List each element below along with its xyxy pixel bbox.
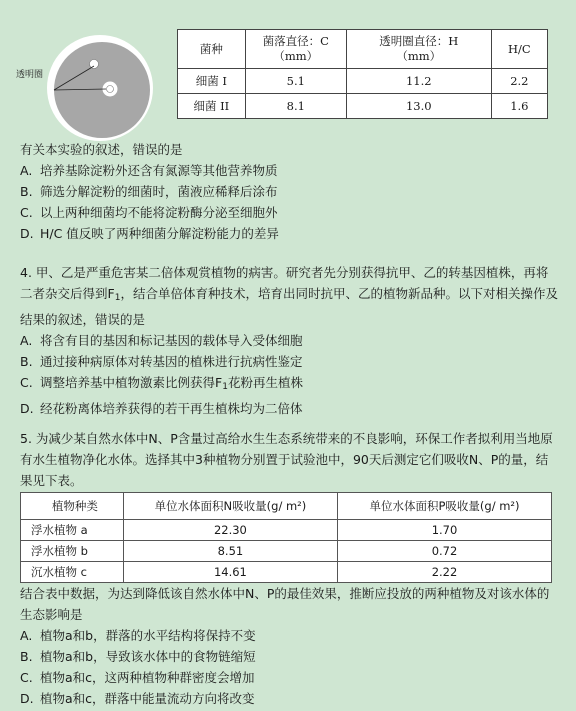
- cell-name: 细菌 II: [178, 94, 246, 119]
- plant-absorption-table: [20, 492, 552, 583]
- option-c: C. 调整培养基中植物激素比例获得$F_1$花粉再生植株: [20, 375, 303, 392]
- header-p-absorption: 单位水体面积P吸收量(g/ m²): [338, 493, 552, 520]
- header-plant-type: 植物种类: [21, 493, 124, 520]
- cell-n: 22.30: [123, 520, 337, 541]
- header-strain: 菌种: [178, 30, 246, 69]
- option-d: D. H/C 值反映了两种细菌分解淀粉能力的差异: [20, 226, 279, 241]
- cell-n: 8.51: [123, 541, 337, 562]
- question-5: [20, 428, 560, 491]
- option-b: B. 植物a和b，导致该水体中的食物链缩短: [20, 649, 256, 664]
- option-a: A. 将含有目的基因和标记基因的载体导入受体细胞: [20, 333, 303, 348]
- header-ratio: H/C: [491, 30, 547, 69]
- cell-h: 11.2: [346, 69, 491, 94]
- question-stem: 4. 甲、乙是严重危害某二倍体观赏植物的病害。研究者先分别获得抗甲、乙的转基因植株，再将二者杂交后得到$F_1$，结合单倍体育种技术，培育出同时抗甲、乙的植物新品种。以下对相关操作及结果的叙述，错误的是: [20, 265, 558, 327]
- table-row: [21, 541, 552, 562]
- header-colony-diameter: 菌落直径：C （mm）: [245, 30, 346, 69]
- option-c: C. 以上两种细菌均不能将淀粉酶分泌至细胞外: [20, 205, 278, 220]
- cell-c: 8.1: [245, 94, 346, 119]
- cell-p: 1.70: [338, 520, 552, 541]
- cell-plant: 沉水植物 c: [21, 562, 124, 583]
- colony-large: [107, 86, 114, 93]
- table-row: [178, 69, 548, 94]
- table-row: [21, 562, 552, 583]
- cell-ratio: 1.6: [491, 94, 547, 119]
- option-a: A. 植物a和b，群落的水平结构将保持不变: [20, 628, 256, 643]
- question-prompt: 结合表中数据，为达到降低该自然水体中N、P的最佳效果，推断应投放的两种植物及对该水体的生态影响是: [20, 586, 550, 622]
- table-row: [178, 94, 548, 119]
- question-5-continued: [20, 583, 560, 709]
- figure-label-transparent-circle: 透明圈: [16, 70, 44, 80]
- cell-plant: 浮水植物 b: [21, 541, 124, 562]
- header-halo-diameter: 透明圈直径：H （mm）: [346, 30, 491, 69]
- cell-plant: 浮水植物 a: [21, 520, 124, 541]
- question-4: [20, 262, 560, 419]
- table-header-row: [178, 30, 548, 69]
- question-stem: 有关本实验的叙述，错误的是: [20, 142, 183, 157]
- petri-dish-illustration: [8, 20, 168, 148]
- colony-small: [90, 60, 99, 69]
- petri-dish-figure: [8, 20, 168, 148]
- option-a: A. 培养基除淀粉外还含有氮源等其他营养物质: [20, 163, 278, 178]
- table-row: [21, 520, 552, 541]
- question-stem: 5. 为减少某自然水体中N、P含量过高给水生生态系统带来的不良影响，环保工作者拟利用当地原有水生植物净化水体。选择其中3种植物分别置于试验池中，90天后测定它们吸收N、P的量，结果见下表。: [20, 431, 553, 488]
- option-b: B. 筛选分解淀粉的细菌时，菌液应稀释后涂布: [20, 184, 278, 199]
- cell-h: 13.0: [346, 94, 491, 119]
- table-header-row: [21, 493, 552, 520]
- header-n-absorption: 单位水体面积N吸收量(g/ m²): [123, 493, 337, 520]
- option-b: B. 通过接种病原体对转基因的植株进行抗病性鉴定: [20, 354, 303, 369]
- cell-c: 5.1: [245, 69, 346, 94]
- option-c: C. 植物a和c，这两种植物种群密度会增加: [20, 670, 255, 685]
- question-3: [20, 139, 560, 244]
- cell-p: 0.72: [338, 541, 552, 562]
- cell-ratio: 2.2: [491, 69, 547, 94]
- option-d: D. 经花粉离体培养获得的若干再生植株均为二倍体: [20, 401, 303, 416]
- option-d: D. 植物a和c，群落中能量流动方向将改变: [20, 691, 255, 706]
- cell-p: 2.22: [338, 562, 552, 583]
- cell-name: 细菌 I: [178, 69, 246, 94]
- cell-n: 14.61: [123, 562, 337, 583]
- bacteria-table: [177, 29, 548, 119]
